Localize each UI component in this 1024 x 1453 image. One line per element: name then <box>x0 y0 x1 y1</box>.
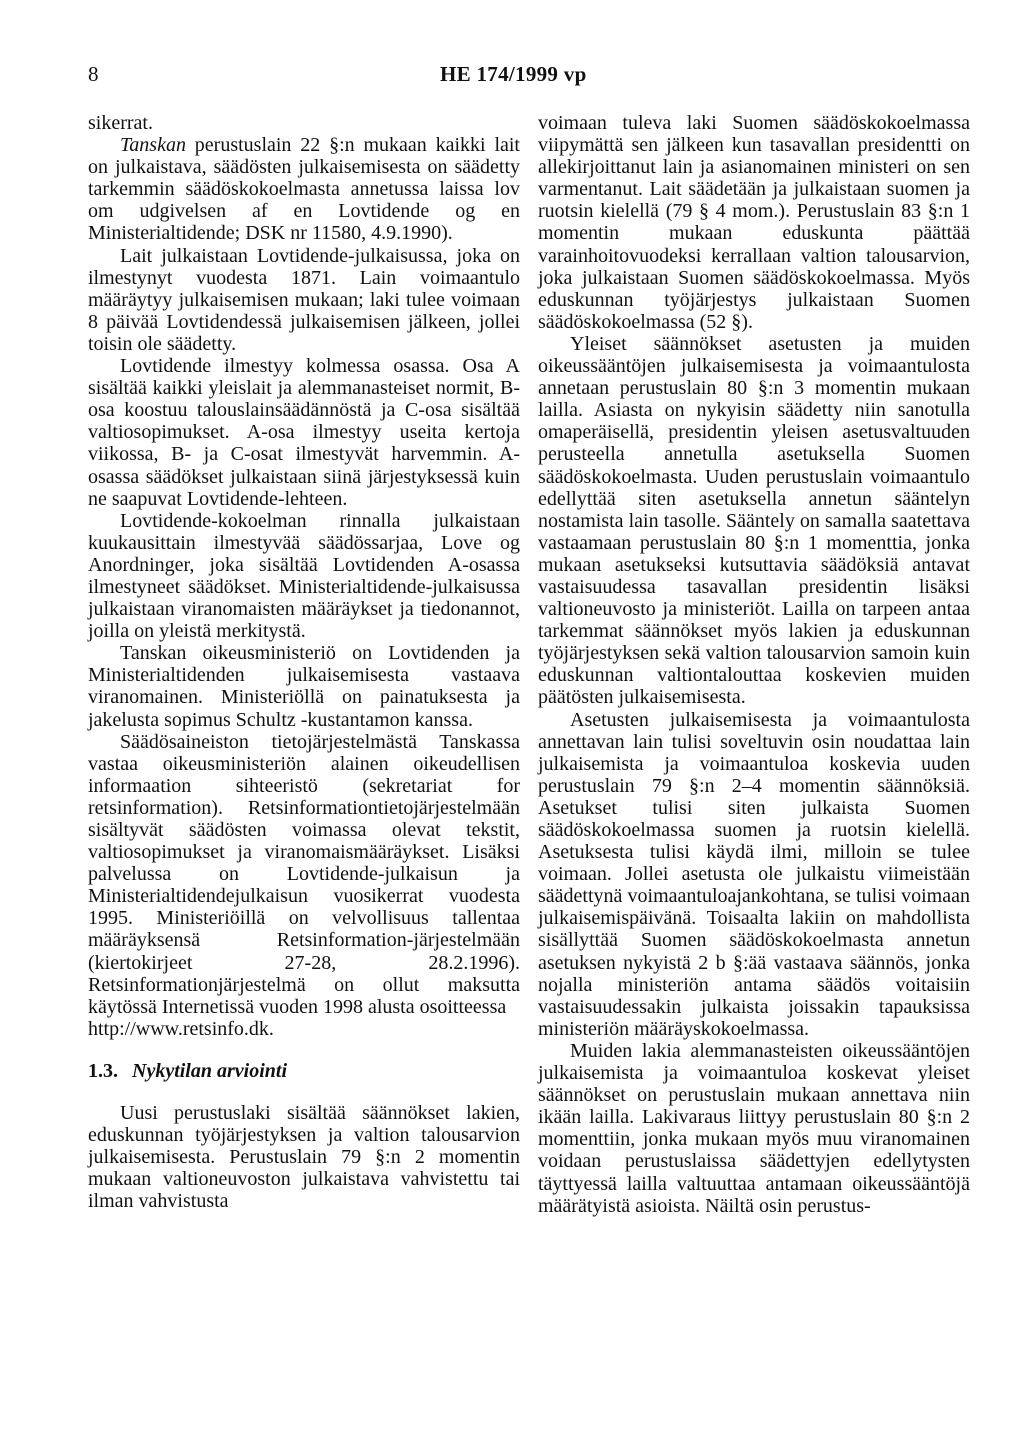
paragraph: Lait julkaistaan Lovtidende-julkaisussa, joka on ilmestynyt vuodesta 1871. Lain voimaantulo määräytyy julkaisemisen mukaan; laki tulee voimaan 8 päivää Lovtidendessä julkaisemisen jälkeen, jollei toisin ole säädetty. <box>88 244 520 355</box>
paragraph <box>88 134 520 244</box>
paragraph-text: perustuslain 22 §:n mukaan kaikki lait on julkaistava, säädösten julkaisemisesta on säädetty tarkemmin säädöskokoelmasta annetussa laissa lov om udgivelsen af en Lovtidende og en Ministerialtidende; DSK nr 11580, 4.9.1990). <box>88 134 520 245</box>
paragraph: Muiden lakia alemmanasteisten oikeussääntöjen julkaisemista ja voimaantuloa koskevat yleiset säännökset on perustuslain mukaan annettava niin ikään lailla. Lakivaraus liittyy perustuslain 80 §:n 2 momenttiin, jonka mukaan myös muu viranomainen voidaan perustuslaissa säädettyjen edellytysten täyttyessä lailla valtuuttaa antamaan oikeussääntöjä määrätyistä asioista. Näiltä osin perustus- <box>538 1039 970 1217</box>
paragraph: voimaan tuleva laki Suomen säädöskokoelmassa viipymättä sen jälkeen kun tasavallan presidentti on allekirjoittanut lain ja asianomainen ministeri on sen varmentanut. Lait säädetään ja julkaistaan suomen ja ruotsin kielellä (79 § 4 mom.). Perustuslain 83 §:n 1 momentin mukaan eduskunta päättää varainhoitovuodeksi kerrallaan valtion talousarvion, joka julkaistaan Suomen säädöskokoelmassa. Myös eduskunnan työjärjestys julkaistaan Suomen säädöskokoelmassa (52 §). <box>538 112 970 333</box>
paragraph: Tanskan oikeusministeriö on Lovtidenden ja Ministerialtidenden julkaisemisesta vastaava viranomainen. Ministeriöllä on painatuksesta ja jakelusta sopimus Schultz -kustantamon kanssa. <box>88 642 520 731</box>
paragraph: Lovtidende ilmestyy kolmessa osassa. Osa A sisältää kaikki yleislait ja alemmanasteiset normit, B-osa koostuu talouslainsäädännöstä ja C-osa sisältää valtiosopimukset. A-osa ilmestyy useita kertoja viikossa, B- ja C-osat ilmestyvät harvemmin. A-osassa säädökset julkaistaan siinä järjestyksessä kuin ne saapuvat Lovtidende-lehteen. <box>88 355 520 510</box>
section-heading <box>88 1060 520 1082</box>
right-column <box>538 112 970 1217</box>
document-reference: HE 174/1999 vp <box>440 62 587 86</box>
section-number: 1.3. <box>88 1059 118 1082</box>
paragraph: Uusi perustuslaki sisältää säännökset lakien, eduskunnan työjärjestyksen ja valtion talousarvion julkaisemisesta. Perustuslain 79 §:n 2 momentin mukaan valtioneuvoston julkaistava vahvistettu tai ilman vahvistusta <box>88 1102 520 1213</box>
paragraph: Säädösaineiston tietojärjestelmästä Tanskassa vastaa oikeusministeriön alainen oikeudellisen informaation sihteeristö (sekretariat for retsinformation). Retsinformationtietojärjestelmään sisältyvät säädösten voimassa olevat tekstit, valtiosopimukset ja viranomaismääräykset. Lisäksi palvelussa on Lovtidende-julkaisun ja Ministerialtidendejulkaisun vuosikerrat vuodesta 1995. Ministeriöillä on velvollisuus tallentaa määräyksensä Retsinformation-järjestelmään (kiertokirjeet 27-28, 28.2.1996). Retsinformationjärjestelmä on ollut maksutta käytössä Internetissä vuoden 1998 alusta osoitteessa <box>88 730 520 1018</box>
left-column <box>88 112 520 1213</box>
section-title: Nykytilan arviointi <box>132 1059 287 1082</box>
paragraph: sikerrat. <box>88 112 153 134</box>
paragraph: Asetusten julkaisemisesta ja voimaantulosta annettavan lain tulisi soveltuvin osin noudattaa lain julkaisemista ja voimaantuloa koskevia uuden perustuslain 79 §:n 2–4 momentin säännöksiä. Asetukset tulisi siten julkaista Suomen säädöskokoelmassa suomen ja ruotsin kielellä. Asetuksesta tulisi käydä ilmi, milloin se tulee voimaan. Jollei asetusta ole julkaistu viimeistään säädettynä voimaantuloajankohtana, se tulisi voimaan julkaisemispäivänä. Toisaalta lakiin on mahdollista sisällyttää Suomen säädöskokoelmasta annetun asetuksen nykyistä 2 b §:ää vastaava säännös, jonka nojalla ministeriön antama säädös voitaisiin vastaisuudessakin julkaista joissakin tapauksissa ministeriön määräyskokoelmassa. <box>538 708 970 1040</box>
url-link[interactable]: http://www.retsinfo.dk. <box>88 1017 274 1040</box>
page-number: 8 <box>88 62 99 86</box>
country-name: Tanskan <box>120 134 186 157</box>
paragraph: Yleiset säännökset asetusten ja muiden oikeussääntöjen julkaisemisesta ja voimaantulosta annetaan perustuslain 80 §:n 3 momentin mukaan lailla. Asiasta on nykyisin säädetty niin sanotulla omaperäisellä, presidentin yleisen asetusvaltuuden perusteella annetulla asetuksella Suomen säädöskokoelmasta. Uuden perustuslain voimaantulo edellyttää siten asetuksella annetun sääntelyn nostamista lain tasolle. Sääntely on samalla saatettava vastaamaan perustuslain 80 §:n 1 momenttia, jonka mukaan asetukseksi kutsuttavia säädöksiä antavat vastaisuudessa tasavallan presidentin lisäksi valtioneuvosto ja ministeriöt. Lailla on tarpeen antaa tarkemmat säännökset myös lakien ja eduskunnan työjärjestyksen sekä valtion talousarvion samoin kuin eduskunnan valtiontalouttaa koskevien muiden päätösten julkaisemisesta. <box>538 332 970 709</box>
paragraph: Lovtidende-kokoelman rinnalla julkaistaan kuukausittain ilmestyvää säädössarjaa, Love og Anordninger, joka sisältää Lovtidenden A-osassa ilmestyneet säädökset. Ministerialtidende-julkaisussa julkaistaan viranomaisten määräykset ja tiedonannot, joilla on yleistä merkitystä. <box>88 509 520 643</box>
